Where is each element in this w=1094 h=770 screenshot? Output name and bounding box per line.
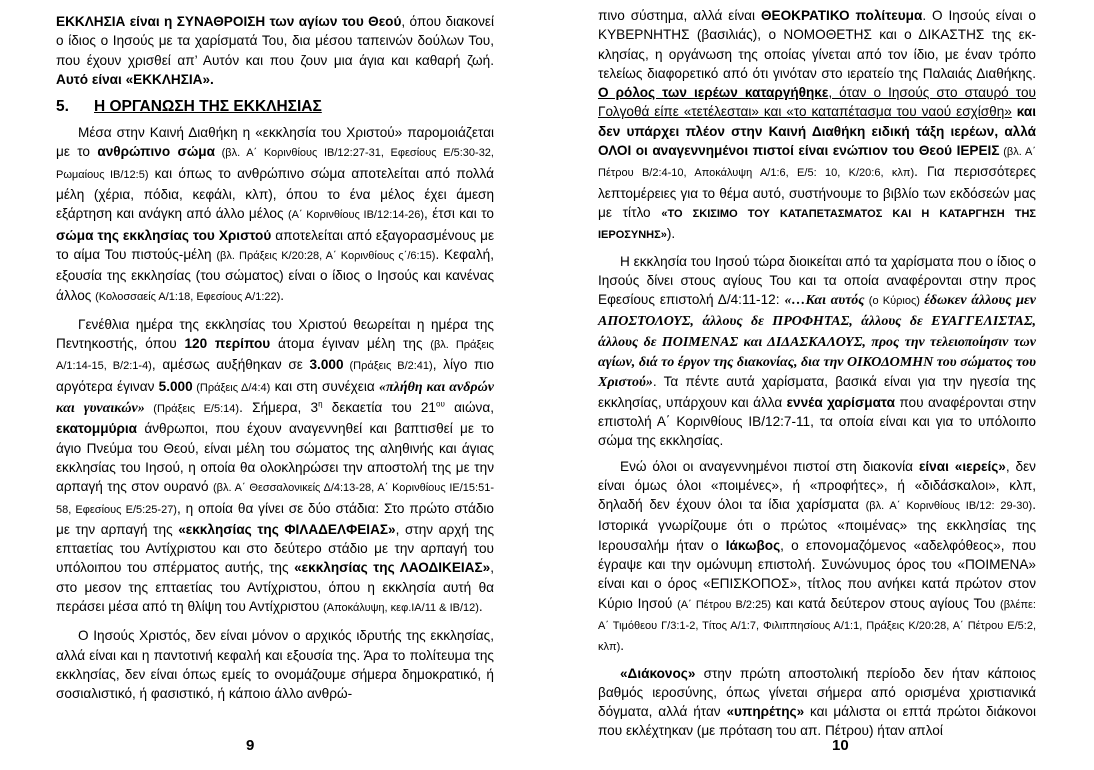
citation: (Πράξεις Β/2:41) <box>343 360 433 373</box>
book-title: «ΤΟ ΣΚΙΣΙΜΟ ΤΟΥ ΚΑΤΑΠΕΤΑΣΜΑΤΟΣ ΚΑΙ Η ΚΑΤΑΡΓΗΣΗ ΤΗΣ ΙΕΡΟΣΥΝΗΣ» <box>598 207 1036 242</box>
bold-text: «Διάκονος» <box>620 665 696 681</box>
citation: (ο Κύριος) <box>864 295 925 308</box>
bold-text: Ιάκωβος <box>725 537 781 553</box>
citation: (Αποκάλυψη, κεφ.ΙΑ/11 & ΙΒ/12) <box>323 602 479 615</box>
citation: (βλ. Πράξεις Κ/20:28, Α΄ Κορινθίους ς΄/6:15) <box>216 249 436 262</box>
citation: (βλ. Α΄ Πέτρου Β/2:4-10, Αποκάλυψη Α/1:6, Ε/5: 10, Κ/20:6, κλπ) <box>598 146 1036 180</box>
bold-text: 120 περίπου <box>184 336 271 352</box>
section-number: 5. <box>56 98 69 116</box>
page-right <box>598 6 1036 761</box>
scripture-quote: «…Και αυτός <box>784 293 865 309</box>
bold-text: 3.000 <box>309 357 344 373</box>
bold-text: «εκκλησίας της ΦΙΛΑΔΕΛΦΕΙΑΣ» <box>178 521 396 537</box>
body-text: . Ιστορικά γνωρίζουμε ότι ο πρώτος «ποιμένας» της εκκλησίας της Ιερουσαλήμ ήταν ο <box>598 497 1036 553</box>
body-text: και στη συνέχεια <box>270 378 380 394</box>
body-text: . <box>280 287 285 303</box>
bold-text: 5.000 <box>158 378 193 394</box>
body-text: και όπως το ανθρώπινο σώμα αποτελείται από πολλά μέλη (χέρια, πόδια, κεφάλι, κλπ), όπου το ένα μέλος έχει άμεση εξάρτηση και ανάγκη από άλλο μέλος <box>56 165 494 222</box>
bold-text: «εκκλησίας της ΛΑΟΔΙΚΕΙΑΣ» <box>294 560 491 576</box>
body-text: . Ο Ιησούς είναι ο ΚΥΒΕΡΝΗΤΗΣ (βασιλιάς), ο ΝΟΜΟΘΕΤΗΣ και ο ΔΙΚΑΣΤΗΣ της εκκλησίας, η οργάνωση της οποίας γίνεται από τον ίδιο, με έναν τρόπο τελείως διαφορετικό από ότι γινόταν στο ιερατείο της Παλαιάς Διαθήκης. <box>598 8 1036 81</box>
bold-text: ανθρώπινο σώμα <box>97 144 215 160</box>
paragraph-intro <box>56 12 494 89</box>
body-text: , στο μεσον της επταετίας του Αντίχριστου, όπου η εκκλησία αυτή θα περάσει μέσα από τη θλίψη του Αντίχριστου <box>56 560 494 615</box>
body-text: που αναφέρονται στην επιστολή Α΄ Κορινθίους ΙΒ/12:7-11, τα οποία είναι και για το υπόλοιπο σώμα της εκκλησίας. <box>598 394 1037 449</box>
body-text: Η εκκλησία του Ιησού τώρα διοικείται από τα χαρίσματα που ο ίδιος ο Ιησούς δίνει στους αγίους Του και τα οποία αναφέρονται στην προς Εφεσίους επιστολή Δ/4:11-12: <box>598 253 1036 308</box>
body-text: , δεν είναι όμως όλοι «ποιμένες», ή «προφήτες», ή «διδάσκαλοι», κλπ, δηλαδή δεν έχουν όλοι τα ίδια χαρίσματα <box>598 458 1036 513</box>
body-text: , στην αρχή της επταετίας του Αντίχριστου και στο δεύτερο στάδιο με την αρπαγή του υπόλοιπου του σπέρματος αυτής, της <box>56 521 494 576</box>
citation: (Πράξεις Δ/4:4) <box>192 381 271 394</box>
body-text: πινο σύστημα, αλλά είναι <box>598 8 761 23</box>
citation: (Κολοσσαείς Α/1:18, Εφεσίους Α/1:22) <box>95 290 281 303</box>
paragraph-theocratic <box>598 6 1036 246</box>
paragraph-priests <box>598 457 1036 658</box>
scripture-quote: «πλήθη και ανδρών και γυναικών» <box>56 379 494 417</box>
bold-text: Αυτό είναι «ΕΚΚΛΗΣΙΑ». <box>56 71 214 87</box>
paragraph-pentecost <box>56 315 494 618</box>
bold-text: σώμα της εκκλησίας του Χριστού <box>56 227 272 243</box>
citation: (Α΄ Πέτρου Β/2:25) <box>677 598 771 611</box>
citation: (Α΄ Κορινθίους ΙΒ/12:14-26) <box>287 209 425 222</box>
bold-text: εκατομμύρια <box>56 421 138 437</box>
bold-text: είναι «ιερείς» <box>918 458 1006 474</box>
body-text: , έτσι και το <box>424 206 494 222</box>
body-text: Ενώ όλοι οι αναγεννημένοι πιστοί στη διακονία <box>620 458 919 474</box>
page-number-right: 10 <box>832 737 849 754</box>
section-title: Η ΟΡΓΑΝΩΣΗ ΤΗΣ ΕΚΚΛΗΣΙΑΣ <box>94 98 322 116</box>
superscript: η <box>318 399 323 409</box>
body-text: , η οποία θα γίνει σε δύο στάδια: Στο πρώτο στάδιο με την αρπαγή της <box>56 500 494 537</box>
superscript: ου <box>436 399 445 409</box>
citation: (βλέπε: Α΄ Τιμόθεου Γ/3:1-2, Τίτος Α/1:7, Φιλιππησίους Α/1:1, Πράξεις Κ/20:28, Α΄ Πέτρου Ε/5:2, κλπ) <box>598 598 1036 654</box>
body-text: δεκαετία του 21 <box>322 400 436 416</box>
paragraph-body-metaphor <box>56 123 494 307</box>
body-text: και κατά δεύτερον στους αγίους Του <box>770 595 1001 611</box>
bold-text: «υπηρέτης» <box>726 704 805 720</box>
paragraph-head-of-church <box>56 626 494 703</box>
body-text: Μέσα στην Καινή Διαθήκη η «εκκλησία του Χριστού» παρομοιάζεται με το <box>56 125 494 160</box>
scripture-quote: έδωκεν άλλους μεν ΑΠΟΣΤΟΛΟΥΣ, άλλους δε ΠΡΟΦΗΤΑΣ, άλλους δε ΕΥΑΓΓΕΛΙΣΤΑΣ, άλλους δε ΠΟΙΜΕΝΑΣ και ΔΙΔΑΣΚΑΛΟΥΣ, προς την τελειοποίησιν των αγίων, διά το έργον της διακονίας, δια την ΟΙΚΟΔΟΜΗΝ του σώματος του Χριστού» <box>598 293 1036 391</box>
paragraph-deacon <box>598 664 1036 741</box>
bold-text: ΕΚΚΛΗΣΙΑ είναι η ΣΥΝΑΘΡΟΙΣΗ των αγίων του Θεού <box>56 14 402 29</box>
citation: (Πράξεις Ε/5:14) <box>144 403 240 416</box>
body-text: άνθρωποι, που έχουν αναγεννηθεί και βαπτισθεί με το άγιο Πνεύμα του Θεού, είναι μέλη του σώματος της αληθινής και άγιας εκκλησίας του Ιησού, η οποία θα ολοκληρώσει την αποστολή της με την αρπαγή της στον ουρανό <box>56 421 494 495</box>
body-text: . <box>620 638 625 654</box>
citation: (βλ. Α΄ Θεσσαλονικείς Δ/4:13-28, Α΄ Κορινθίους ΙΕ/15:51-58, Εφεσίους Ε/5:25-27) <box>56 482 494 516</box>
body-text: στην πρώτη αποστολική περίοδο δεν ήταν κάποιος βαθμός ιεροσύνης, όπως γίνεται σήμερα από ορισμένα χριστιανικά δόγματα, αλλά ήταν <box>598 665 1036 720</box>
citation: (βλ. Α΄ Κορινθίους ΙΒ/12: 29-30) <box>865 500 1033 513</box>
body-text: , λίγο πιο αργότερα έγιναν <box>56 357 494 394</box>
underlined-text: , όταν ο Ιησούς στο σταυρό του Γολγοθά είπε «τετέλεσται» και «το καταπέτασμα του ναού εσχίσθη» <box>598 85 1036 120</box>
body-text: , αμέσως αυξήθηκαν σε <box>151 357 310 373</box>
body-text: ). <box>666 226 676 242</box>
body-text: , ο επονομαζόμενος «αδελφόθεος», που έγραψε και την ομώνυμη επιστολή. Συνώνυμος όρος του «ΠΟΙΜΕΝΑ» είναι και ο όρος «ΕΠΙΣΚΟΠΟΣ», τίτλος που ανήκει κατά πρώτον στον Κύριο Ιησού <box>598 537 1036 611</box>
body-text: . Τα πέντε αυτά χαρίσματα, βασικά είναι για την ηγεσία της εκκλησίας, υπάρχουν και άλλα <box>598 374 1036 410</box>
bold-underlined-text: Ο ρόλος των ιερέων καταργήθηκε <box>598 85 829 101</box>
body-text: . Σήμερα, 3 <box>239 400 319 416</box>
body-text: Γενέθλια ημέρα της εκκλησίας του Χριστού θεωρείται η ημέρα της Πεντηκοστής, όπου <box>56 316 494 352</box>
bold-text: ΘΕΟΚΡΑΤΙΚΟ πολίτευμα <box>760 8 923 23</box>
bold-text: εννέα χαρίσματα <box>786 394 895 410</box>
body-text: Ο Ιησούς Χριστός, δεν είναι μόνον ο αρχικός ιδρυτής της εκκλησίας, αλλά είναι και η παντοτινή κεφαλή και εξουσία της. Άρα το πολίτευμα της εκκλησίας, δεν είναι όπως εμείς το ονομάζουμε σήμερα δημοκρατικό, ή σοσιαλιστικό, ή φασιστικό, ή κάποιο άλλο ανθρώ- <box>56 628 494 702</box>
paragraph-gifts <box>598 252 1036 451</box>
body-text: . Για περισσότερες λεπτομέρειες για το θέμα αυτό, συστήνουμε το βιβλίο των εκδόσεών μας με τίτλο <box>598 164 1036 220</box>
page-number-left: 9 <box>246 737 255 754</box>
body-text: , όπου διακονεί ο ίδιος ο Ιησούς με τα χαρίσματά Του, δια μέσου ταπεινών δούλων Του, που έχουν χρισθεί απ’ Αυτόν και που ζουν μια άγια και καθαρή ζωή. <box>56 14 494 68</box>
body-text: . Κεφαλή, εξουσία της εκκλησίας (του σώματος) είναι ο ίδιος ο Ιησούς και κανένας άλλος <box>56 246 494 303</box>
body-text: άτομα έγιναν μέλη της <box>270 336 431 352</box>
body-text: αποτελείται από εξαγορασμένους με το αίμα Του πιστούς-μέλη <box>56 227 494 262</box>
page-left <box>56 10 494 765</box>
bold-text: και δεν υπάρχει πλέον στην Καινή Διαθήκη ειδική τάξη ιερέων, αλλά ΟΛΟΙ οι αναγεννημένοι πιστοί είναι ενώπιον του Θεού ΙΕΡΕΙΣ <box>598 104 1036 159</box>
body-text: αιώνα, <box>444 400 494 416</box>
citation: (βλ. Α΄ Κορινθίους ΙΒ/12:27-31, Εφεσίους Ε/5:30-32, Ρωμαίους ΙΒ/12:5) <box>56 147 494 181</box>
section-heading <box>56 97 494 117</box>
citation: (βλ. Πράξεις Α/1:14-15, Β/2:1-4) <box>56 339 494 373</box>
body-text: . <box>478 599 483 615</box>
body-text: και μάλιστα οι επτά πρώτοι διάκονοι που εκλέχτηκαν (με πρόταση του απ. Πέτρου) ήταν απλοί <box>598 704 1036 739</box>
